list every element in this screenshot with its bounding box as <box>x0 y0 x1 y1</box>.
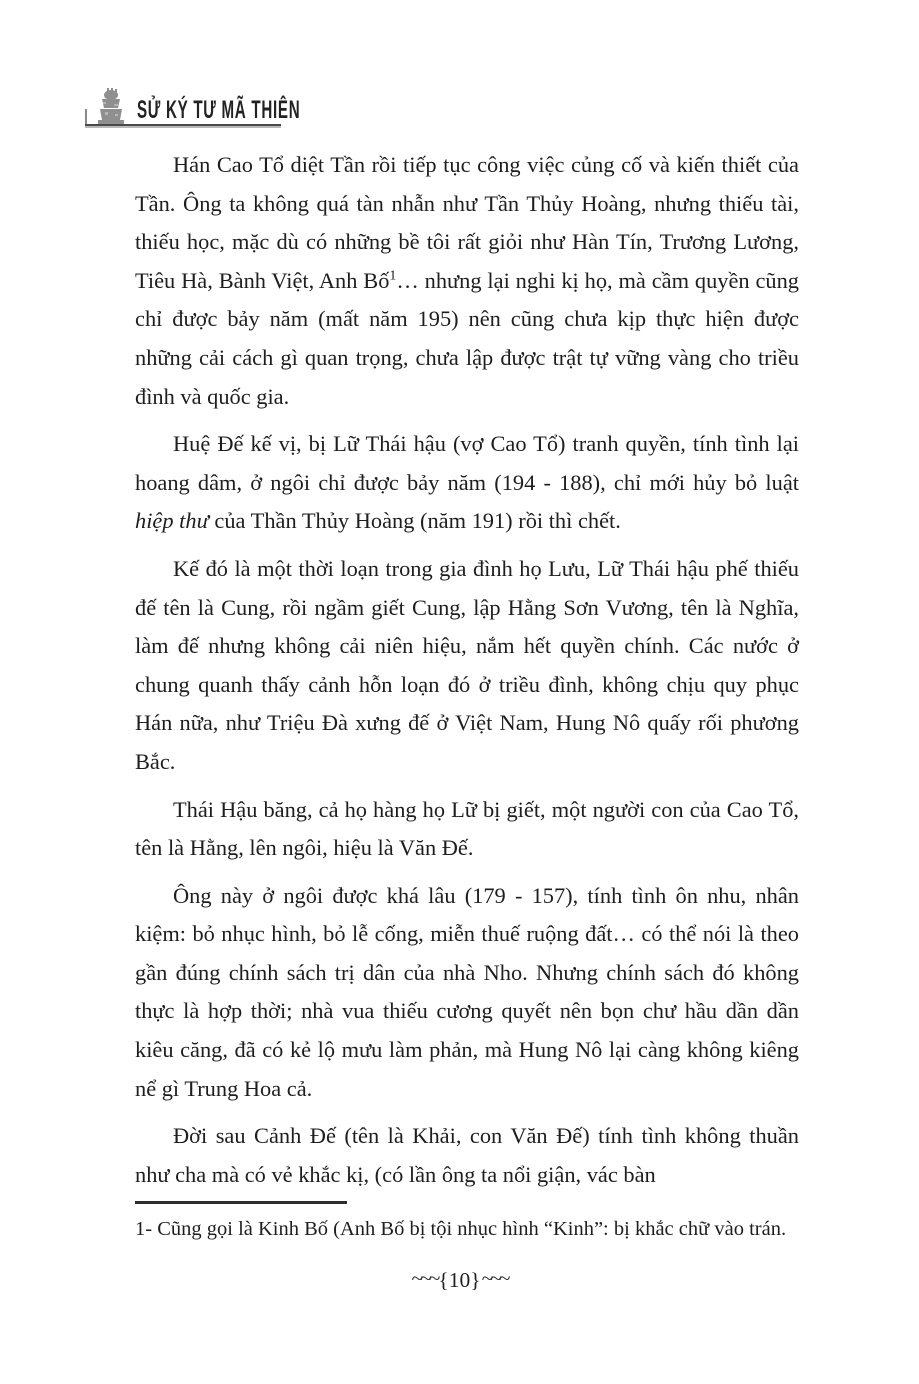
text-run: Kế đó là một thời loạn trong gia đình họ Lưu, Lữ Thái hậu phế thiếu đế tên là Cung, rồi ngầm giết Cung, lập Hằng Sơn Vương, tên là Nghĩa, làm đế nhưng không cải niên hiệu, nắm hết quyền chính. Các nước ở chung quanh thấy cảnh hỗn loạn đó ở triều đình, không chịu quy phục Hán nữa, như Triệu Đà xưng đế ở Việt Nam, Hung Nô quấy rối phương Bắc. <box>135 555 799 774</box>
paragraph-2 <box>135 425 799 541</box>
page-number: {10} <box>438 1268 481 1292</box>
head-rule <box>85 124 281 126</box>
footnote-ref: 1 <box>389 268 397 284</box>
text-run: Thái Hậu băng, cả họ hàng họ Lữ bị giết, một người con của Cao Tổ, tên là Hằng, lên ngôi, hiệu là Văn Đế. <box>135 796 799 861</box>
paragraph-1 <box>135 146 799 416</box>
footnote-separator <box>135 1201 347 1204</box>
footer-decor-right: ~~~ <box>481 1266 508 1290</box>
body-paragraphs <box>135 146 799 1203</box>
text-run: Đời sau Cảnh Đế (tên là Khải, con Văn Đế) tính tình không thuần như cha mà có vẻ khắc kị, (có lần ông ta nổi giận, vác bàn <box>135 1123 799 1187</box>
footer-decor-left: ~~~ <box>411 1266 438 1290</box>
text-run: Hán Cao Tổ diệt Tần rồi tiếp tục công việc củng cố và kiến thiết của Tần. Ông ta không quá tàn nhẫn như Tần Thủy Hoàng, nhưng thiếu tài, thiếu học, mặc dù có những bề tôi rất giỏi như Hàn Tín, Trương Lương, Tiêu Hà, Bành Việt, Anh Bố <box>135 152 799 293</box>
text-run: … nhưng lại nghi kị họ, mà cầm quyền cũng chỉ được bảy năm (mất năm 195) nên cũng chưa kịp thực hiện được những cải cách gì quan trọng, chưa lập được trật tự vững vàng cho triều đình và quốc gia. <box>135 267 799 409</box>
footnote: 1- Cũng gọi là Kinh Bố (Anh Bố bị tội nhục hình “Kinh”: bị khắc chữ vào trán. <box>135 1218 787 1240</box>
page-footer <box>0 1268 919 1293</box>
paragraph-6 <box>135 1117 799 1194</box>
book-title: SỬ KÝ TƯ MÃ THIÊN <box>137 97 301 125</box>
paragraph-4 <box>135 791 799 868</box>
text-run: của Thần Thủy Hoàng (năm 191) rồi thì chết. <box>208 508 621 534</box>
paragraph-3 <box>135 550 799 782</box>
seal-emblem-icon <box>94 88 128 126</box>
running-head <box>0 0 919 140</box>
paragraph-5 <box>135 877 799 1109</box>
text-run: Huệ Đế kế vị, bị Lữ Thái hậu (vợ Cao Tổ) tranh quyền, tính tình lại hoang dâm, ở ngôi chỉ được bảy năm (194 - 188), chỉ mới hủy bỏ luật <box>135 431 799 495</box>
head-rule-tick <box>85 109 87 124</box>
text-run: Ông này ở ngôi được khá lâu (179 - 157), tính tình ôn nhu, nhân kiệm: bỏ nhục hình, bỏ lễ cống, miễn thuế ruộng đất… có thể nói là theo gần đúng chính sách trị dân của nhà Nho. Nhưng chính sách đó không thực là hợp thời; nhà vua thiếu cương quyết nên bọn chư hầu dần dần kiêu căng, đã có kẻ lộ mưu làm phản, mà Hung Nô lại càng không kiêng nể gì Trung Hoa cả. <box>135 882 799 1101</box>
italic-term: hiệp thư <box>135 508 209 534</box>
